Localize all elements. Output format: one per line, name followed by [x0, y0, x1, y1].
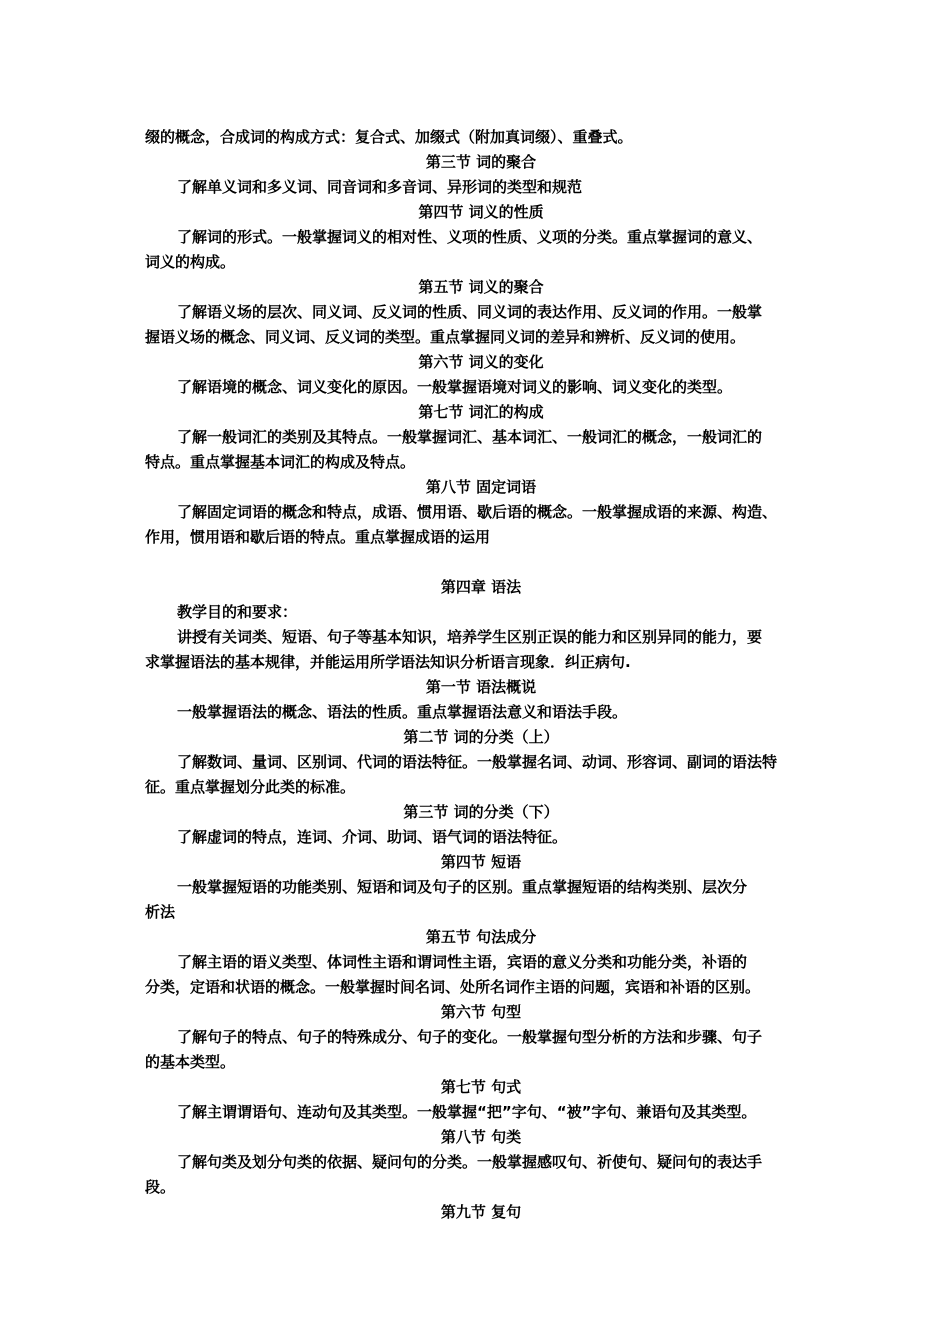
paragraph-line: 了解词的形式。一般掌握词义的相对性、义项的性质、义项的分类。重点掌握词的意义、	[177, 228, 763, 246]
paragraph-line: 了解句类及划分句类的依据、疑问句的分类。一般掌握感叹句、祈使句、疑问句的表达手	[177, 1153, 763, 1171]
section-heading: 第七节 句式	[440, 1078, 522, 1096]
paragraph-line: 教学目的和要求：	[177, 603, 298, 621]
paragraph-line: 特点。重点掌握基本词汇的构成及特点。	[145, 453, 416, 471]
section-heading: 第七节 词汇的构成	[418, 403, 544, 421]
section-heading: 第八节 句类	[440, 1128, 522, 1146]
section-heading: 第四章 语法	[440, 578, 522, 596]
paragraph-line: 作用，惯用语和歇后语的特点。重点掌握成语的运用	[145, 528, 491, 546]
paragraph-line: 段。	[145, 1178, 176, 1196]
paragraph-line: 析法	[145, 903, 176, 921]
section-heading: 第八节 固定词语	[425, 478, 537, 496]
paragraph-line: 一般掌握语法的概念、语法的性质。重点掌握语法意义和语法手段。	[177, 703, 628, 721]
section-heading: 第五节 词义的聚合	[418, 278, 544, 296]
paragraph-line: 讲授有关词类、短语、句子等基本知识，培养学生区别正误的能力和区别异同的能力，要	[177, 628, 763, 646]
paragraph-line: 分类，定语和状语的概念。一般掌握时间名词、处所名词作主语的问题，宾语和补语的区别。	[145, 978, 761, 996]
section-heading: 第九节 复句	[440, 1203, 522, 1221]
paragraph-line: 词义的构成。	[145, 253, 236, 271]
section-heading: 第六节 词义的变化	[418, 353, 544, 371]
paragraph-line: 一般掌握短语的功能类别、短语和词及句子的区别。重点掌握短语的结构类别、层次分	[177, 878, 748, 896]
section-heading: 第六节 句型	[440, 1003, 522, 1021]
section-heading: 第一节 语法概说	[425, 678, 537, 696]
paragraph-line: 了解数词、量词、区别词、代词的语法特征。一般掌握名词、动词、形容词、副词的语法特	[177, 753, 778, 771]
paragraph-line: 缀的概念，合成词的构成方式：复合式、加缀式（附加真词缀）、重叠式。	[145, 128, 633, 146]
section-heading: 第三节 词的分类（下）	[403, 803, 559, 821]
paragraph-line: 了解一般词汇的类别及其特点。一般掌握词汇、基本词汇、一般词汇的概念，一般词汇的	[177, 428, 763, 446]
document-page	[145, 125, 817, 1225]
paragraph-line: 了解主语的语义类型、体词性主语和谓词性主语，宾语的意义分类和功能分类，补语的	[177, 953, 748, 971]
paragraph-line: 握语义场的概念、同义词、反义词的类型。重点掌握同义词的差异和辨析、反义词的使用。	[145, 328, 746, 346]
paragraph-line: 了解句子的特点、句子的特殊成分、句子的变化。一般掌握句型分析的方法和步骤、句子	[177, 1028, 763, 1046]
section-heading: 第五节 句法成分	[425, 928, 537, 946]
paragraph-line: 了解语境的概念、词义变化的原因。一般掌握语境对词义的影响、词义变化的类型。	[177, 378, 733, 396]
paragraph-line: 了解虚词的特点，连词、介词、助词、语气词的语法特征。	[177, 828, 568, 846]
blank-line	[145, 550, 817, 575]
section-heading: 第三节 词的聚合	[425, 153, 537, 171]
paragraph-line: 了解主谓谓语句、连动句及其类型。一般掌握“把”字句、“被”字句、兼语句及其类型。	[177, 1103, 757, 1121]
paragraph-line: 征。重点掌握划分此类的标准。	[145, 778, 356, 796]
section-heading: 第四节 短语	[440, 853, 522, 871]
paragraph-line: 了解语义场的层次、同义词、反义词的性质、同义词的表达作用、反义词的作用。一般掌	[177, 303, 763, 321]
paragraph-line: 的基本类型。	[145, 1053, 236, 1071]
section-heading: 第四节 词义的性质	[418, 203, 544, 221]
paragraph-line: 求掌握语法的基本规律，并能运用所学语法知识分析语言现象．纠正病句.	[145, 653, 631, 671]
section-heading: 第二节 词的分类（上）	[403, 728, 559, 746]
paragraph-line: 了解单义词和多义词、同音词和多音词、异形词的类型和规范	[177, 178, 583, 196]
paragraph-line: 了解固定词语的概念和特点，成语、惯用语、歇后语的概念。一般掌握成语的来源、构造、	[177, 503, 778, 521]
